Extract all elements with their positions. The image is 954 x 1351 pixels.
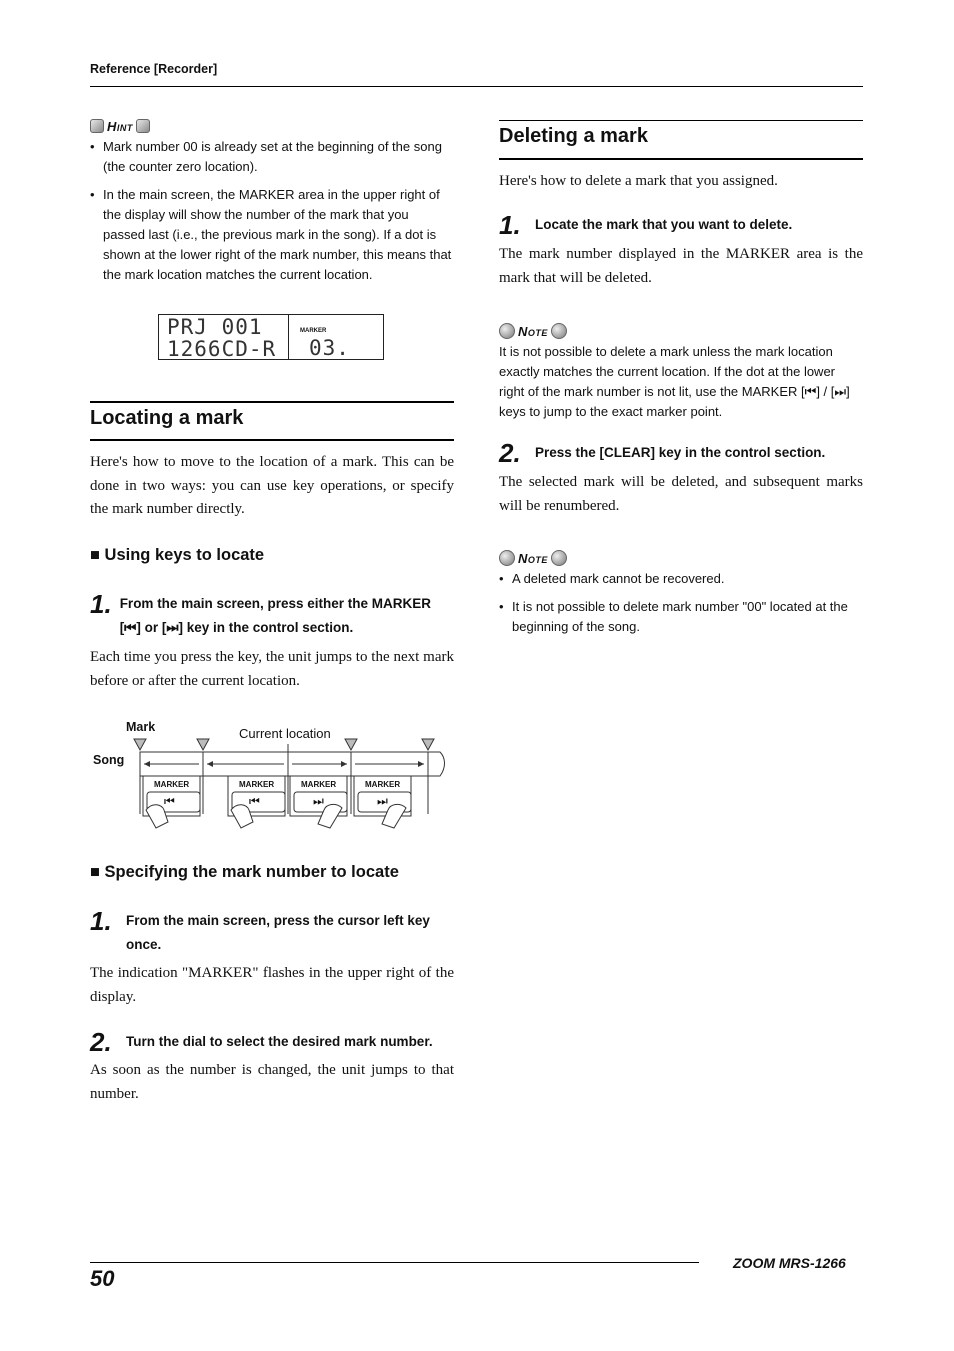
marker-diagram [90,716,454,832]
step-instruction: Locate the mark that you want to delete. [535,217,793,232]
page-number: 50 [90,1266,115,1291]
hint-badge [90,117,454,135]
step-instruction: From the main screen, press either the MARKER [⏮] or [⏭] key in the control section. [119,596,432,635]
note-gem-icon [499,323,515,339]
mark-triangle-icon [197,739,209,750]
hint-box [90,117,454,293]
diagram-song-label: Song [93,753,125,767]
hint-gem-icon [136,119,150,133]
step-number: 2. [499,438,521,468]
diagram-key-label: MARKER [365,780,401,789]
step-instruction: Press the [CLEAR] key in the control section. [535,445,826,460]
hint-gem-icon [90,119,104,133]
fast-forward-icon: ⏭ [313,794,324,808]
hint-item: • In the main screen, the MARKER area in the upper right of the display will show the number of the mark that you passed last (i.e., the previous mark in the song). If a dot is shown at the lower right of the mark number, this means that the mark location matches the current location. [90,185,454,285]
step-instruction: Turn the dial to select the desired mark number. [126,1034,433,1049]
diagram-key-label: MARKER [301,780,337,789]
running-header: Reference [Recorder] [90,62,218,76]
note-list [499,569,863,637]
note-text: It is not possible to delete a mark unless the mark location exactly matches the current location. If the dot at the lower right of the mark number is not lit, use the MARKER [⏮] / [⏭] keys to jump to the exact marker point. [499,344,850,419]
step-number: 1. [90,589,112,619]
diagram-mark-label: Mark [126,720,156,734]
subheading-spec: ■ Specifying the mark number to locate [90,863,399,881]
note-box-1 [499,322,863,422]
subheading-keys: ■ Using keys to locate [90,546,265,564]
deleting-intro: Here's how to delete a mark that you assigned. [499,173,778,189]
note-label: Note [518,323,548,339]
step-keys-1-body: Each time you press the key, the unit jumps to the next mark before or after the current location. [90,649,454,689]
note-gem-icon [551,323,567,339]
step-number: 2. [90,1027,112,1057]
mark-triangle-icon [345,739,357,750]
rewind-icon: ⏮ [249,794,260,808]
diagram-key-label: MARKER [154,780,190,789]
section-title-deleting: Deleting a mark [499,120,863,160]
note-gem-icon [499,550,515,566]
section-title-locating: Locating a mark [90,401,454,441]
step-spec-2 [90,1027,454,1057]
note-item: • It is not possible to delete mark number "00" located at the beginning of the song. [499,597,863,637]
diagram-current-label: Current location [239,726,331,741]
lcd-marker-label: MARKER [300,328,327,334]
note-badge [499,322,863,340]
hint-item: • Mark number 00 is already set at the beginning of the song (the counter zero location). [90,137,454,177]
diagram-key-label: MARKER [239,780,275,789]
footer-rule [90,1262,699,1263]
rewind-icon: ⏮ [164,794,175,808]
header-rule [90,86,863,87]
step-spec-1-body: The indication "MARKER" flashes in the upper right of the display. [90,965,454,1005]
product-name: ZOOM MRS-1266 [733,1255,846,1271]
fast-forward-icon: ⏭ [377,794,388,808]
step-number: 1. [90,906,112,936]
hint-label: Hint [107,118,133,134]
locating-intro: Here's how to move to the location of a mark. This can be done in two ways: you can use key operations, or specify the mark number directly. [90,454,454,517]
lcd-divider [288,315,289,359]
step-delete-1-body: The mark number displayed in the MARKER area is the mark that will be deleted. [499,246,863,286]
lcd-marker-value: 03. [309,336,350,360]
step-delete-1 [499,210,863,240]
step-spec-1 [90,906,454,957]
note-label: Note [518,550,548,566]
note-box-2 [499,549,863,645]
note-badge [499,549,863,567]
note-gem-icon [551,550,567,566]
note-item: • A deleted mark cannot be recovered. [499,569,863,589]
mark-triangle-icon [134,739,146,750]
lcd-display [158,314,384,360]
lcd-line-1: PRJ 001 [167,315,263,339]
step-delete-2-body: The selected mark will be deleted, and subsequent marks will be renumbered. [499,474,863,514]
step-number: 1. [499,210,521,240]
step-spec-2-body: As soon as the number is changed, the unit jumps to that number. [90,1062,454,1102]
step-keys-1 [90,589,454,640]
step-instruction: From the main screen, press the cursor left key once. [126,913,430,952]
diagram-drawing [90,716,454,832]
step-delete-2 [499,438,863,468]
hint-list [90,137,454,285]
mark-triangle-icon [422,739,434,750]
lcd-line-2: 1266CD-R [167,337,277,361]
